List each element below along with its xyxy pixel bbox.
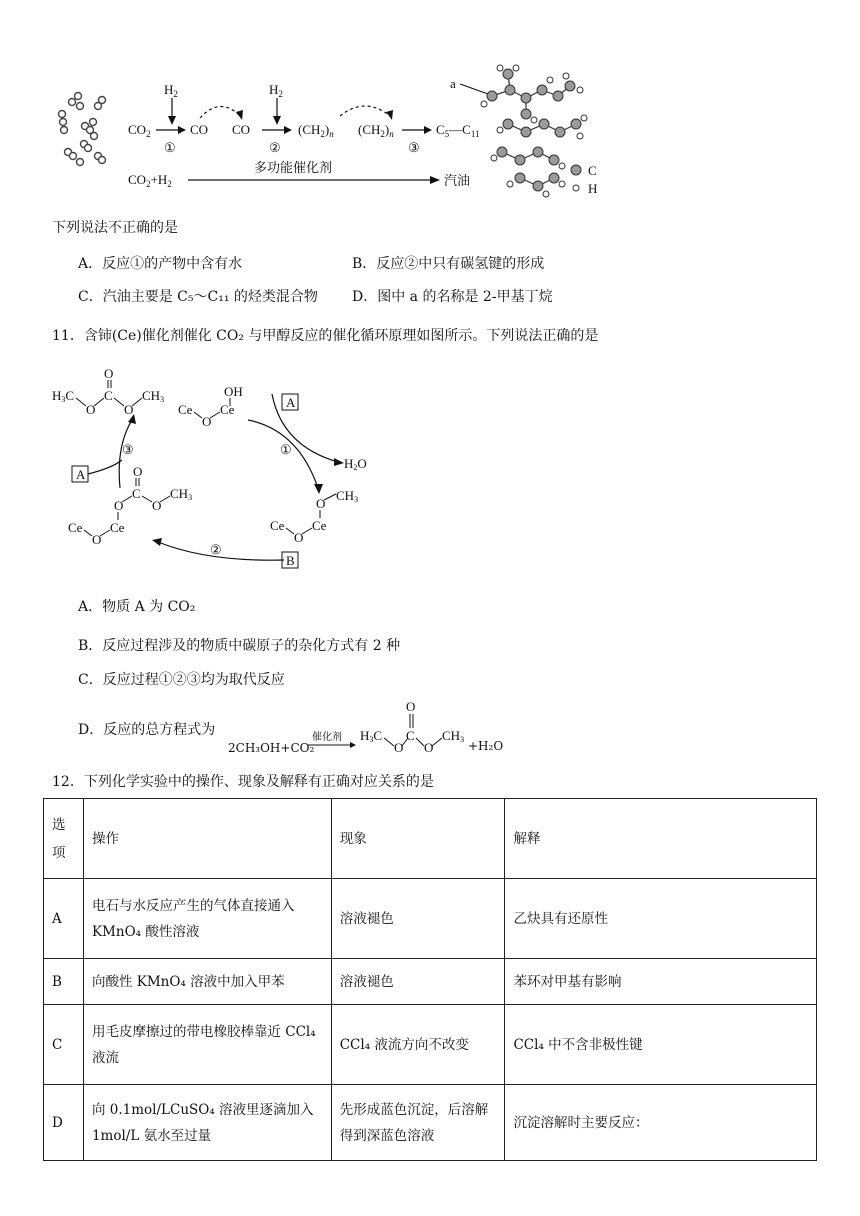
svg-text:O: O: [86, 402, 96, 417]
q10-h2-label-2: $H_2$: [269, 82, 283, 99]
row-explanation: 沉淀溶解时主要反应：: [505, 1085, 817, 1161]
q10-step2-label: ②: [269, 140, 281, 155]
row-explanation: 乙炔具有还原性: [505, 879, 817, 959]
svg-text:Ce: Ce: [270, 518, 285, 533]
table-row: [44, 959, 817, 1005]
q11-equation-arrow: [306, 728, 358, 752]
q10-catalyst-label: 多功能催化剂: [254, 161, 333, 176]
q10-co-text-1: CO: [190, 122, 209, 137]
svg-text:O: O: [294, 530, 304, 545]
row-explanation: 苯环对甲基有影响: [505, 959, 817, 1005]
q10-option-d: D．图中 a 的名称是 2-甲基丁烷: [352, 289, 553, 305]
q10-ch2n-text-2: $(CH_2)_n$: [358, 122, 394, 139]
table-row: [44, 879, 817, 959]
svg-text:CH3: CH3: [142, 388, 165, 404]
svg-text:Ce: Ce: [110, 520, 125, 535]
q10-step1-label: ①: [164, 140, 176, 155]
row-operation: 向酸性 KMnO₄ 溶液中加入甲苯: [83, 959, 331, 1005]
svg-text:B: B: [286, 553, 295, 568]
svg-text:OH: OH: [224, 384, 243, 399]
q11-catalytic-cycle-diagram: [48, 366, 388, 576]
q10-label-a: a: [450, 76, 456, 91]
svg-text:C: C: [406, 728, 415, 743]
svg-text:C: C: [132, 486, 141, 501]
q11-option-b: B．反应过程涉及的物质中碳原子的杂化方式有 2 种: [78, 638, 401, 654]
ce-methoxy-structure: [270, 488, 358, 545]
svg-text:③: ③: [122, 442, 134, 457]
row-phenomenon: 溶液褪色: [331, 959, 505, 1005]
q10-co-text-2: CO: [232, 122, 251, 137]
q10-h2-label-1: $H_2$: [164, 82, 178, 99]
table-row: [44, 1005, 817, 1085]
q11-option-c: C．反应过程①②③均为取代反应: [78, 672, 285, 688]
q11-equation-left: 2CH₃OH+CO₂: [228, 741, 315, 755]
q10-stem: 下列说法不正确的是: [52, 220, 178, 236]
row-operation: 用毛皮摩擦过的带电橡胶棒靠近 CCl₄ 液流: [83, 1005, 331, 1085]
q10-reaction-diagram: [40, 60, 820, 210]
table-row: [44, 1085, 817, 1161]
row-operation: 电石与水反应产生的气体直接通入 KMnO₄ 酸性溶液: [83, 879, 331, 959]
row-option: A: [44, 879, 84, 959]
q11-h2o-label: H2O: [344, 456, 367, 472]
q11-equation-catalyst: 催化剂: [312, 732, 342, 743]
header-phenomenon: 现象: [331, 799, 505, 879]
svg-text:①: ①: [280, 442, 292, 457]
svg-text:H3C: H3C: [52, 388, 75, 404]
row-option: C: [44, 1005, 84, 1085]
q10-step3-label: ③: [408, 140, 420, 155]
svg-text:A: A: [76, 467, 86, 482]
svg-text:O: O: [406, 699, 416, 714]
q11-equation-water: +H₂O: [468, 739, 504, 753]
svg-text:A: A: [286, 395, 296, 410]
header-option: 选项: [44, 799, 84, 879]
ce-carbonate-structure: [68, 464, 192, 547]
q11-stem: 11．含铈(Ce)催化剂催化 CO₂ 与甲醇反应的催化循环原理如图所示。下列说法正确的是: [52, 328, 599, 344]
svg-text:Ce: Ce: [68, 520, 83, 535]
legend-hydrogen-icon: [573, 185, 579, 191]
table-header-row: [44, 799, 817, 879]
row-explanation: CCl₄ 中不含非极性键: [505, 1005, 817, 1085]
row-option: D: [44, 1085, 84, 1161]
q10-option-c: C．汽油主要是 C₅～C₁₁ 的烃类混合物: [78, 289, 318, 305]
dimethyl-carbonate-structure: [52, 366, 164, 417]
q10-co2-text: $CO_2$: [128, 122, 151, 139]
row-option: B: [44, 959, 84, 1005]
q11-equation-product-structure: [358, 699, 468, 755]
q12-stem: 12．下列化学实验中的操作、现象及解释有正确对应关系的是: [52, 774, 434, 790]
co2-molecules-icon: [59, 93, 106, 166]
svg-text:②: ②: [210, 542, 222, 557]
row-phenomenon: 先形成蓝色沉淀，后溶解得到深蓝色溶液: [331, 1085, 505, 1161]
svg-text:O: O: [202, 414, 212, 429]
legend-carbon-icon: [571, 165, 581, 175]
legend-carbon-label: C: [588, 163, 597, 178]
q10-gasoline-label: 汽油: [444, 174, 471, 189]
svg-text:CH3: CH3: [442, 728, 465, 744]
svg-text:Ce: Ce: [312, 518, 327, 533]
svg-text:C: C: [104, 388, 113, 403]
q11-option-a: A．物质 A 为 CO₂: [78, 599, 196, 615]
svg-text:Ce: Ce: [178, 402, 193, 417]
svg-text:O: O: [124, 402, 134, 417]
svg-text:O: O: [394, 740, 404, 755]
q12-table: [43, 798, 817, 1161]
ce-oh-structure: [178, 384, 243, 429]
legend-hydrogen-label: H: [588, 181, 598, 196]
q10-ch2n-text-1: $(CH_2)_n$: [298, 122, 334, 139]
header-operation: 操作: [83, 799, 331, 879]
q10-option-a: A．反应①的产物中含有水: [78, 256, 243, 272]
q11-option-d: D．反应的总方程式为: [78, 722, 216, 738]
svg-text:CH3: CH3: [336, 488, 359, 504]
svg-text:H3C: H3C: [360, 728, 383, 744]
svg-text:O: O: [104, 366, 114, 381]
q10-option-b: B．反应②中只有碳氢键的形成: [352, 256, 545, 272]
svg-text:CH3: CH3: [170, 486, 193, 502]
q10-co2-h2-text: $CO_2+H_2$: [128, 172, 172, 189]
q10-c5-c11-text: $C_5—C_{11}$: [436, 122, 480, 139]
svg-text:O: O: [114, 498, 124, 513]
svg-text:O: O: [424, 740, 434, 755]
header-explanation: 解释: [505, 799, 817, 879]
svg-text:O: O: [152, 498, 162, 513]
row-phenomenon: 溶液褪色: [331, 879, 505, 959]
row-phenomenon: CCl₄ 液流方向不改变: [331, 1005, 505, 1085]
svg-text:O: O: [316, 496, 326, 511]
svg-text:O: O: [92, 532, 102, 547]
svg-text:Ce: Ce: [220, 402, 235, 417]
svg-text:O: O: [133, 464, 143, 479]
row-operation: 向 0.1mol/LCuSO₄ 溶液里逐滴加入 1mol/L 氨水至过量: [83, 1085, 331, 1161]
